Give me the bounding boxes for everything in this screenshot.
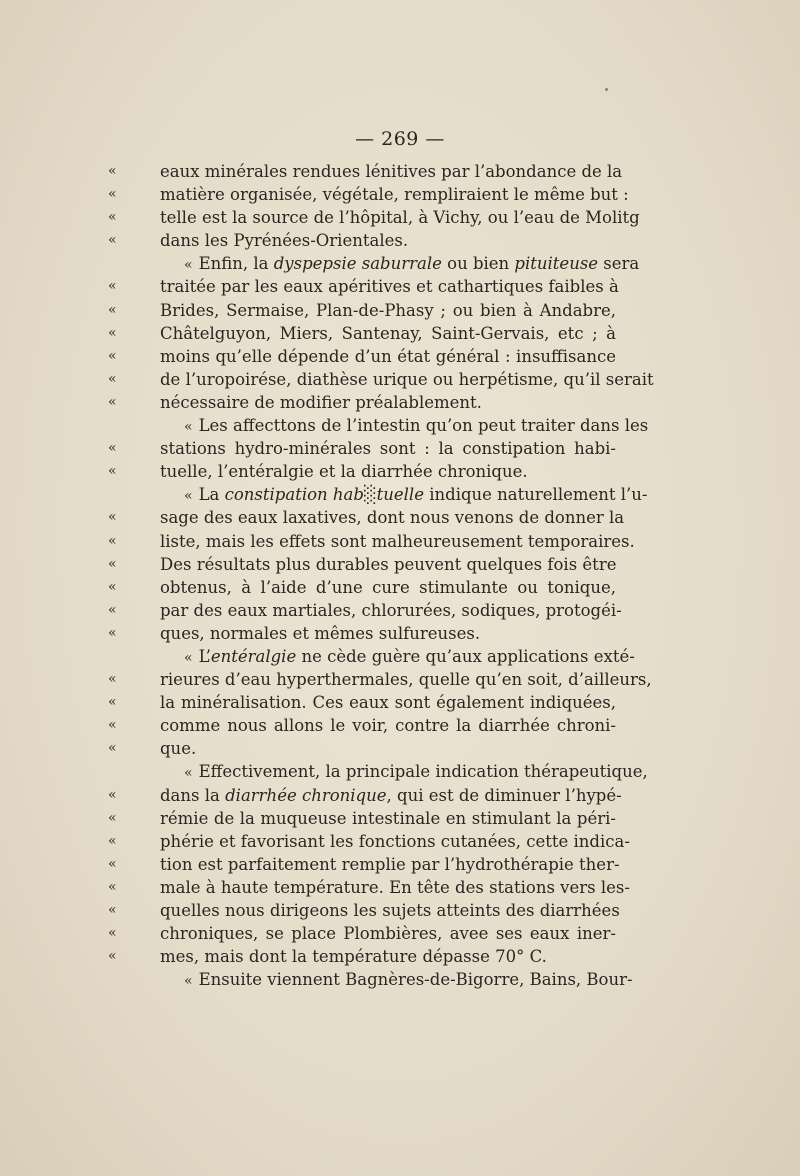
text-run: ne cède guère qu’aux applications exté- (296, 646, 635, 666)
text-line (160, 414, 649, 437)
text-line (108, 275, 619, 298)
guillemet-mark: « (108, 855, 117, 872)
text-run: sera (598, 254, 640, 274)
text-line (108, 391, 616, 414)
text-run: de l’uropoirése, diathèse urique ou herpétisme, qu’il serait (160, 369, 654, 389)
text-run: quelles nous dirigeons les sujets atteints des diarrhées (160, 901, 620, 920)
text-run: dans les Pyrénées-Orientales. (160, 231, 409, 251)
text-line (108, 784, 622, 807)
guillemet-mark: « (108, 601, 117, 618)
guillemet-mark: « (184, 765, 193, 782)
text-line (108, 576, 616, 599)
text-run: matière organisée, végétale, rempliraient le même but : (160, 185, 629, 205)
text-run: par des eaux martiales, chlorurées, sodiques, protogéi- (160, 600, 622, 620)
text-line (108, 737, 616, 760)
text-run: rieures d’eau hyperthermales, quelle qu’en soit, d’ailleurs, (160, 670, 652, 690)
italic-term: constipation hab░tuelle (224, 485, 424, 505)
text-run: chroniques, se place Plombières, avee ses eaux iner- (160, 924, 616, 944)
guillemet-mark: « (184, 973, 193, 990)
text-line (160, 968, 633, 991)
text-line (108, 160, 623, 183)
text-run: la minéralisation. Ces eaux sont également indiquées, (160, 693, 616, 713)
text-line (108, 299, 616, 322)
page-number: — 269 — (355, 128, 445, 150)
body-text (108, 160, 654, 991)
guillemet-mark: « (108, 717, 117, 734)
guillemet-mark: « (184, 649, 193, 666)
guillemet-mark: « (108, 925, 117, 942)
text-run: L’ (198, 646, 211, 666)
text-line (108, 691, 616, 714)
text-run: traitée par les eaux apéritives et cathartiques faibles à (160, 277, 619, 297)
text-run: male à haute température. En tête des stations vers les- (160, 877, 630, 897)
guillemet-mark: « (184, 419, 193, 436)
text-run: dans la (160, 785, 226, 805)
text-run: comme nous allons le voir, contre la diarrhée chroni- (160, 716, 616, 736)
text-line (108, 460, 616, 483)
text-run: ou bien (441, 254, 515, 274)
guillemet-mark: « (108, 902, 117, 918)
text-line (108, 807, 616, 830)
text-run: obtenus, à l’aide d’une cure stimulante ou tonique, (160, 577, 616, 597)
guillemet-mark: « (108, 694, 117, 711)
text-line (108, 437, 616, 460)
text-run: telle est la source de l’hôpital, à Vichy, ou l’eau de Molitg (160, 208, 640, 228)
text-line (108, 853, 620, 876)
text-line (108, 945, 616, 968)
text-line (108, 229, 616, 252)
guillemet-mark: « (108, 509, 117, 526)
text-line (108, 899, 620, 922)
text-run: mes, mais dont la température dépasse 70° C. (160, 947, 547, 967)
guillemet-mark: « (108, 186, 117, 203)
text-line (108, 206, 640, 229)
guillemet-mark: « (108, 832, 117, 849)
text-run: rémie de la muqueuse intestinale en stimulant la péri- (160, 808, 616, 828)
text-line (108, 668, 652, 691)
guillemet-mark: « (108, 324, 117, 341)
text-run: stations hydro-minérales sont : la constipation habi- (160, 439, 616, 459)
text-line (108, 876, 630, 899)
text-run: Les affecttons de l’intestin qu’on peut traiter dans les (198, 416, 649, 436)
text-run: liste, mais les effets sont malheureusement temporaires. (160, 531, 635, 551)
text-line (160, 483, 648, 506)
guillemet-mark: « (108, 393, 117, 410)
guillemet-mark: « (108, 232, 117, 249)
text-run: Châtelguyon, Miers, Santenay, Saint-Gervais, etc ; à (160, 323, 616, 343)
text-run: tuelle, l’entéralgie et la diarrhée chronique. (160, 462, 528, 482)
guillemet-mark: « (108, 278, 117, 295)
guillemet-mark: « (108, 555, 117, 572)
guillemet-mark: « (108, 878, 117, 895)
text-run: indique naturellement l’u- (423, 485, 648, 505)
guillemet-mark: « (108, 347, 117, 364)
text-line (108, 506, 625, 529)
italic-term: entéralgie (210, 646, 297, 666)
italic-term: diarrhée chronique (225, 785, 387, 805)
text-run: Ensuite viennent Bagnères-de-Bigorre, Bains, Bour- (198, 970, 633, 990)
text-line (108, 183, 629, 206)
guillemet-mark: « (108, 163, 117, 179)
text-line (108, 553, 617, 576)
text-run: Effectivement, la principale indication thérapeutique, (198, 762, 648, 782)
guillemet-mark: « (108, 740, 117, 757)
text-line (108, 368, 654, 391)
guillemet-mark: « (108, 370, 117, 387)
text-run: eaux minérales rendues lénitives par l’abondance de la (160, 162, 623, 181)
guillemet-mark: « (108, 301, 117, 318)
guillemet-mark: « (108, 578, 117, 595)
text-line (108, 714, 616, 737)
text-line (160, 252, 640, 275)
guillemet-mark: « (108, 440, 117, 457)
text-line (108, 830, 630, 853)
text-run: Brides, Sermaise, Plan-de-Phasy ; ou bien à Andabre, (160, 300, 616, 320)
text-line (108, 530, 635, 553)
text-run: phérie et favorisant les fonctions cutanées, cette indica- (160, 831, 630, 851)
guillemet-mark: « (108, 463, 117, 480)
paper-speck (605, 88, 608, 91)
guillemet-mark: « (108, 209, 117, 226)
text-run: moins qu’elle dépende d’un état général : insuffisance (160, 346, 616, 366)
text-line (108, 622, 616, 645)
text-line (108, 345, 616, 368)
text-line (108, 322, 616, 345)
guillemet-mark: « (108, 786, 117, 803)
guillemet-mark: « (108, 809, 117, 826)
text-run: La (198, 485, 225, 505)
text-run: Enfin, la (198, 254, 274, 274)
guillemet-mark: « (184, 257, 193, 274)
text-run: ques, normales et mêmes sulfureuses. (160, 623, 481, 643)
text-line (160, 645, 635, 668)
text-run: tion est parfaitement remplie par l’hydrothérapie ther- (160, 854, 620, 874)
text-line (160, 760, 648, 783)
guillemet-mark: « (184, 488, 193, 505)
guillemet-mark: « (108, 624, 117, 641)
text-run: , qui est de diminuer l’hypé- (386, 785, 622, 805)
italic-term: dyspepsie saburrale (273, 254, 442, 274)
guillemet-mark: « (108, 532, 117, 549)
guillemet-mark: « (108, 948, 117, 965)
text-run: nécessaire de modifier préalablement. (160, 392, 482, 412)
guillemet-mark: « (108, 671, 117, 688)
italic-term: pituiteuse (514, 254, 599, 274)
text-line (108, 599, 622, 622)
text-run: Des résultats plus durables peuvent quelques fois être (160, 554, 617, 574)
text-run: sage des eaux laxatives, dont nous venons de donner la (160, 508, 625, 528)
text-run: que. (160, 739, 197, 759)
text-line (108, 922, 616, 945)
